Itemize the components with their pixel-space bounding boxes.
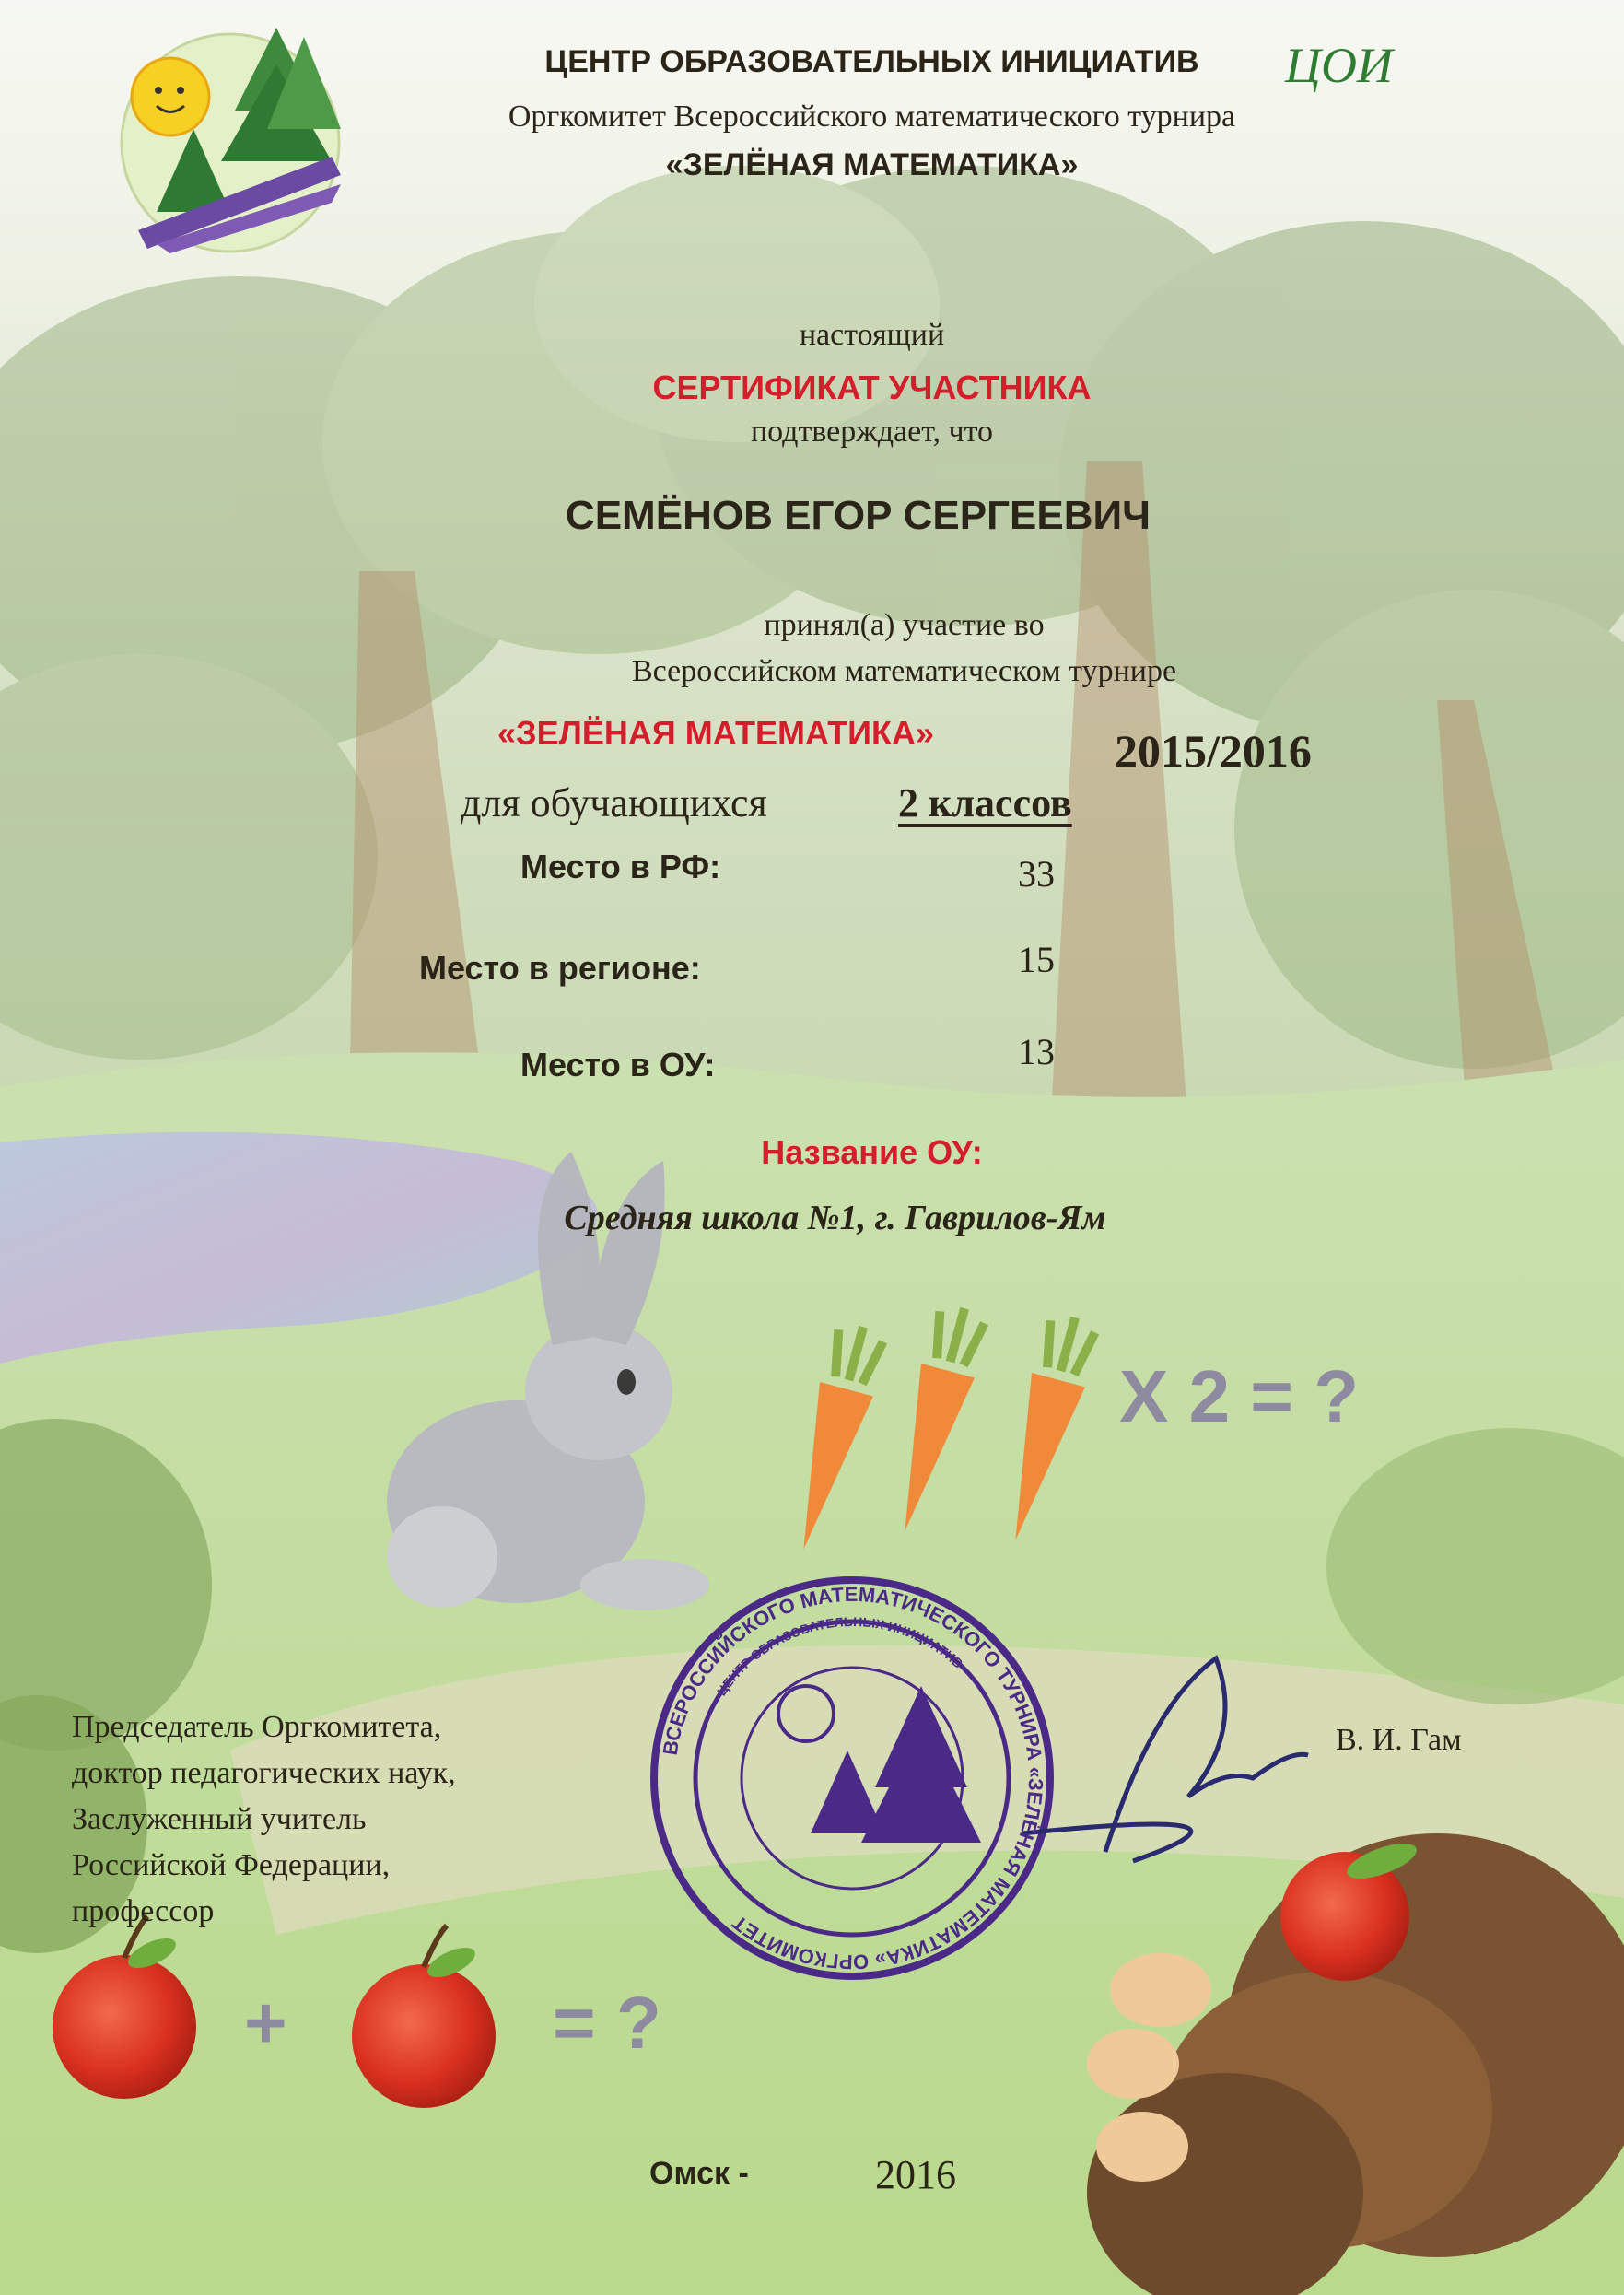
stamp-outer-text: ЦЕНТР ОБРАЗОВАТЕЛЬНЫХ ИНИЦИАТИВ bbox=[713, 1613, 966, 1699]
tournament-header: «ЗЕЛЁНАЯ МАТЕМАТИКА» bbox=[665, 147, 1079, 182]
signatory-name: В. И. Гам bbox=[1336, 1723, 1462, 1757]
apples-equals: = ? bbox=[553, 1982, 661, 2064]
credential-line: доктор педагогических наук, bbox=[72, 1756, 456, 1790]
place-label-school: Место в ОУ: bbox=[520, 1046, 716, 1083]
stamp-text bbox=[645, 1571, 1059, 1985]
footer-city: Омск - bbox=[649, 2156, 749, 2191]
chairman-credentials bbox=[72, 1704, 456, 1935]
confirms-text: подтверждает, что bbox=[750, 415, 994, 449]
svg-text:ВСЕРОССИЙСКОГО МАТЕМАТИЧЕСКОГО bbox=[659, 1583, 1047, 1973]
certificate-title: СЕРТИФИКАТ УЧАСТНИКА bbox=[652, 369, 1092, 406]
grade-prefix: для обучающихся bbox=[461, 780, 767, 825]
grade-value: 2 классов bbox=[898, 780, 1072, 825]
school-label: Название ОУ: bbox=[761, 1133, 983, 1171]
place-value-region: 15 bbox=[1018, 939, 1055, 980]
footer-year: 2016 bbox=[875, 2152, 956, 2197]
apples-plus: + bbox=[244, 1982, 287, 2064]
committee-line: Оргкомитет Всероссийского математического турнира bbox=[508, 100, 1236, 134]
academic-year: 2015/2016 bbox=[1115, 725, 1312, 777]
participant-name: СЕМЁНОВ ЕГОР СЕРГЕЕВИЧ bbox=[565, 493, 1151, 538]
place-value-school: 13 bbox=[1018, 1031, 1055, 1072]
school-name: Средняя школа №1, г. Гаврилов-Ям bbox=[564, 1199, 1106, 1237]
intro-text: настоящий bbox=[799, 318, 945, 352]
stamp-inner-text: ВСЕРОССИЙСКОГО МАТЕМАТИЧЕСКОГО ТУРНИРА «ЗЕЛЁНАЯ МАТЕМАТИКА» ОРГКОМИТЕТ bbox=[658, 1582, 1048, 1974]
org-name: ЦЕНТР ОБРАЗОВАТЕЛЬНЫХ ИНИЦИАТИВ bbox=[544, 44, 1199, 79]
participated-line-2: Всероссийском математическом турнире bbox=[631, 654, 1177, 688]
org-logo-text: ЦОИ bbox=[1285, 38, 1393, 93]
credential-line: Заслуженный учитель bbox=[72, 1802, 367, 1836]
participated-line-1: принял(а) участие во bbox=[764, 608, 1045, 642]
credential-line: профессор bbox=[72, 1894, 215, 1928]
credential-line: Российской Федерации, bbox=[72, 1848, 391, 1882]
carrots-equation: X 2 = ? bbox=[1119, 1355, 1360, 1437]
place-label-region: Место в регионе: bbox=[419, 949, 701, 987]
place-value-rf: 33 bbox=[1018, 853, 1055, 895]
tournament-name: «ЗЕЛЁНАЯ МАТЕМАТИКА» bbox=[497, 714, 935, 752]
place-label-rf: Место в РФ: bbox=[520, 848, 721, 885]
credential-line: Председатель Оргкомитета, bbox=[72, 1710, 442, 1744]
